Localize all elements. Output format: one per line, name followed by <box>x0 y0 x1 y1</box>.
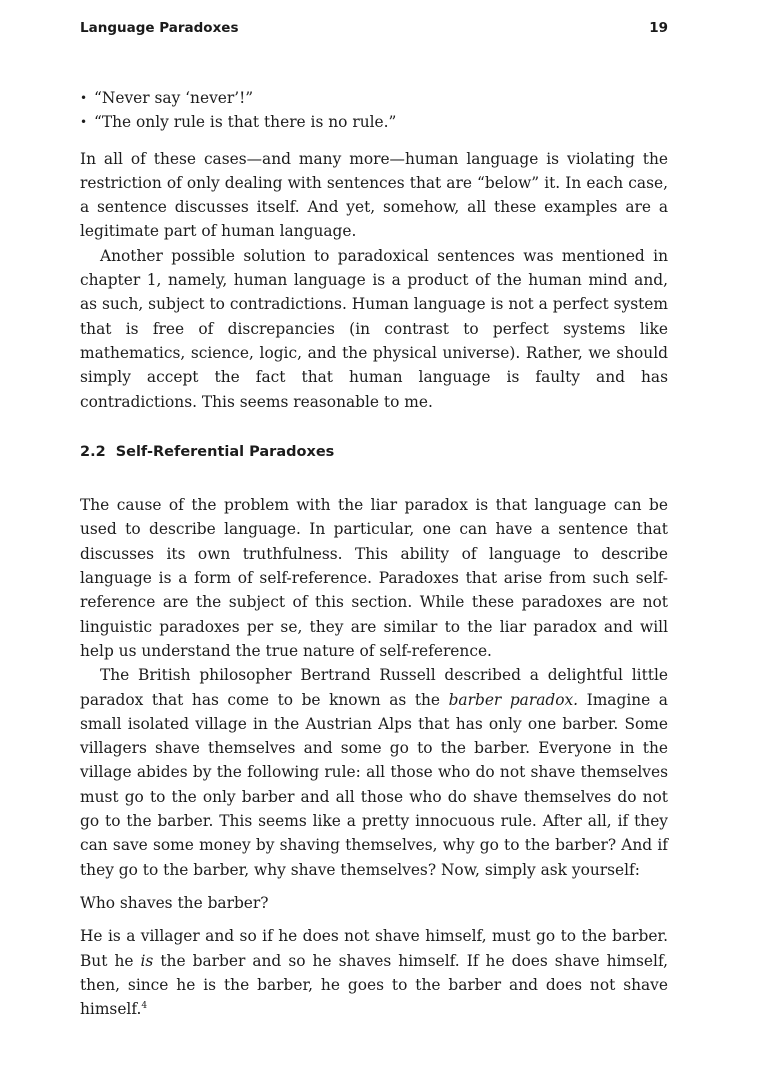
page-number: 19 <box>649 20 668 36</box>
barber-paradox-term: barber paradox. <box>448 690 579 709</box>
paragraph-1: In all of these cases—and many more—human language is violating the restriction of only dealing with sentences that are “below” it. In each case, a sentence discusses itself. And yet, somehow, all these examples are a legitimate part of human language. <box>80 149 668 241</box>
example-list <box>80 86 668 135</box>
emphasis-is: is <box>140 951 154 970</box>
list-item: • “Never say ‘never’!” <box>80 86 668 110</box>
list-item: • “The only rule is that there is no rule.” <box>80 110 668 134</box>
paragraph-3: The cause of the problem with the liar paradox is that language can be used to describe language. In particular, one can have a sentence that discusses its own truthfulness. This ability of language to describe language is a form of self-reference. Paradoxes that arise from such self-reference are the subject of this section. While these paradoxes are not linguistic paradoxes per se, they are similar to the liar paradox and will help us understand the true nature of self-reference. <box>80 496 668 660</box>
page-body <box>80 86 668 1021</box>
chapter-title: Language Paradoxes <box>80 20 239 36</box>
paragraph-2: Another possible solution to paradoxical sentences was mentioned in chapter 1, namely, human language is a product of the human mind and, as such, subject to contradictions. Human language is not a perfect system that is free of discrepancies (in contrast to perfect systems like mathematics, science, logic, and the physical universe). Rather, we should simply accept the fact that human language is faulty and has contradictions. This seems reasonable to me. <box>80 246 668 411</box>
footnote-marker[interactable]: 4 <box>141 1000 148 1011</box>
section-heading <box>80 440 668 464</box>
section-number: 2.2 <box>80 443 106 460</box>
paragraph-5: He is a villager and so if he does not shave himself, must go to the barber. But he is the barber and so he shaves himself. If he does shave himself, then, since he is the barber, he goes to the barber and does not shave himself.$^4$ <box>80 927 668 1019</box>
question-line: Who shaves the barber? <box>80 893 269 912</box>
section-title: Self-Referential Paradoxes <box>115 443 335 460</box>
paragraph-4: The British philosopher Bertrand Russell described a delightful little paradox that has come to be known as the barber paradox. Imagine a small isolated village in the Austrian Alps that has only one barber. Some villagers shave themselves and some go to the barber. Everyone in the village abides by the following rule: all those who do not shave themselves must go to the only barber and all those who do shave themselves do not go to the barber. This seems like a pretty innocuous rule. After all, if they can save some money by shaving themselves, why go to the barber? And if they go to the barber, why shave themselves? Now, simply ask yourself: <box>80 666 668 879</box>
